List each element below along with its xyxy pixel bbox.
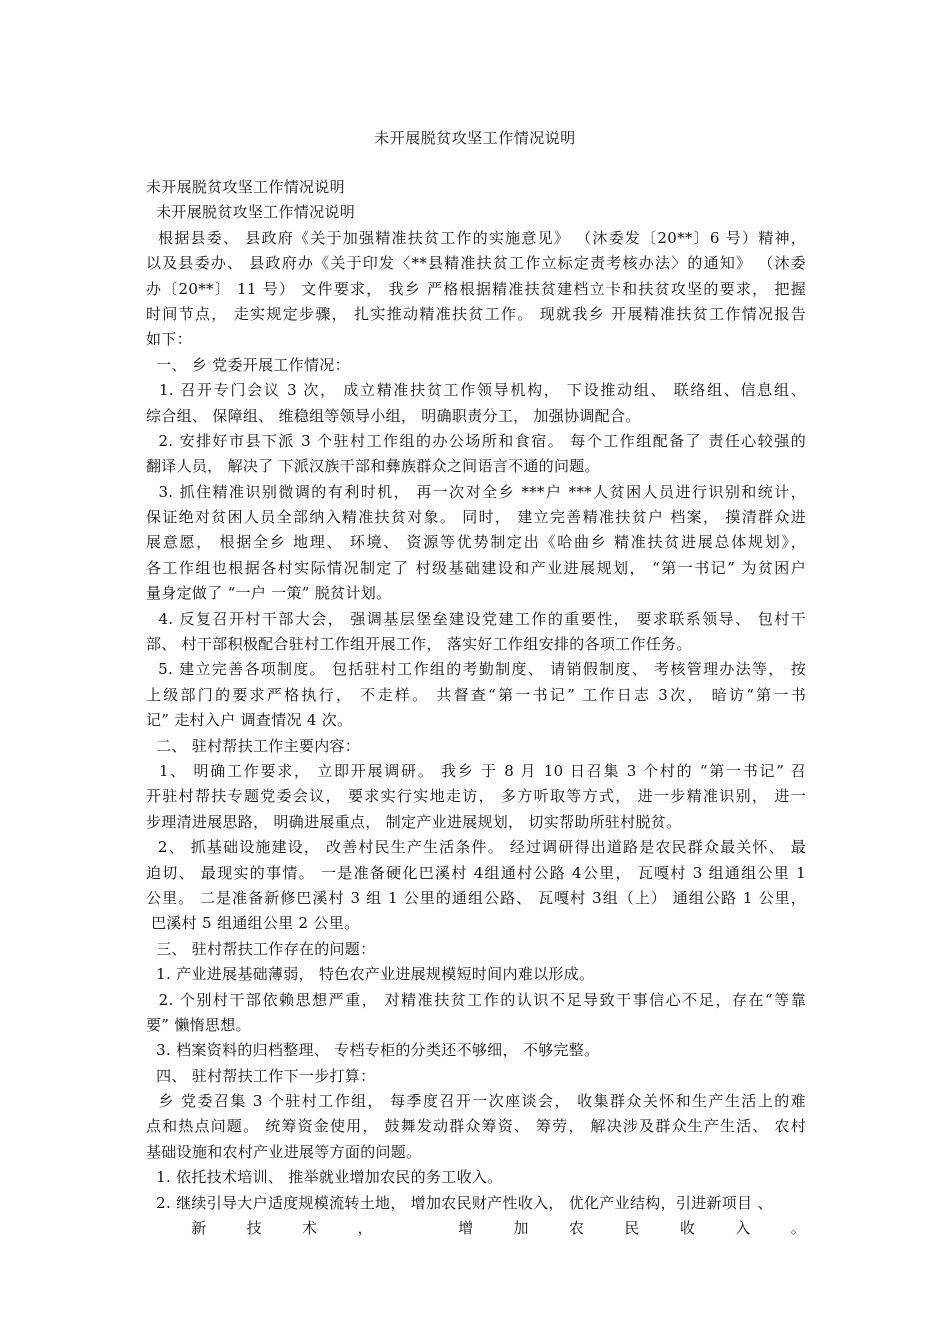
body-line: 迫切、 最现实的事情。 一是准备硬化巴溪村 4组通村公路 4公里， 瓦嘎村 3 组通组公里 1 bbox=[146, 863, 806, 882]
body-line: 2. 继续引导大户适度规模流转土地， 增加农民财产性收入， 优化产业结构，引进新项目 、 bbox=[146, 1193, 773, 1212]
document-body bbox=[146, 175, 806, 1241]
body-line: 未开展脱贫攻坚工作情况说明 bbox=[146, 203, 356, 222]
body-line: 2、 抓基础设施建设， 改善村民生产生活条件。 经过调研得出道路是农民群众最关怀、 最 bbox=[146, 838, 806, 857]
body-line: 二、 驻村帮扶工作主要内容： bbox=[146, 736, 361, 755]
body-line: 开驻村帮扶专题党委会议， 要求实行实地走访， 多方听取等方式， 进一步精准识别， 进一 bbox=[146, 787, 806, 806]
body-line: 根据县委、 县政府《关于加强精准扶贫工作的实施意见》 （沐委发〔20**〕6 号）精神， bbox=[146, 228, 806, 247]
body-line: 2. 个别村干部依赖思想严重， 对精准扶贫工作的认识不足导致干事信心不足，存在“等靠 bbox=[146, 990, 806, 1009]
body-line: 3. 抓住精准识别微调的有利时机， 再一次对全乡 ***户 ***人贫困人员进行识别和统计， bbox=[146, 482, 806, 501]
body-line: 部、 村干部积极配合驻村工作组开展工作， 落实好工作组安排的各项工作任务。 bbox=[146, 635, 692, 654]
body-line: 办〔20**〕 11 号） 文件要求， 我乡 严格根据精准扶贫建档立卡和扶贫攻坚的要求， 把握 bbox=[146, 279, 806, 298]
body-line: 三、 驻村帮扶工作存在的问题： bbox=[146, 939, 376, 958]
body-line: 步理清进展思路， 明确进展重点， 制定产业进展规划， 切实帮助所驻村脱贫。 bbox=[146, 812, 682, 831]
body-line: 要” 懒惰思想。 bbox=[146, 1015, 251, 1034]
body-line: 3. 档案资料的归档整理、 专档专柜的分类还不够细， 不够完整。 bbox=[146, 1041, 600, 1060]
body-line: 综合组、 保障组、 维稳组等领导小组， 明确职责分工， 加强协调配合。 bbox=[146, 406, 641, 425]
body-line: 公里。 二是准备新修巴溪村 3 组 1 公里的通组公路、 瓦嘎村 3组（上） 通组公路 1 公里， bbox=[146, 888, 806, 907]
body-line: 2. 安排好市县下派 3 个驻村工作组的办公场所和食宿。 每个工作组配备了 责任心较强的 bbox=[146, 431, 806, 450]
body-line: 一、 乡 党委开展工作情况： bbox=[146, 355, 350, 374]
body-line: 点和热点问题。 统筹资金使用， 鼓舞发动群众筹资、 筹劳， 解决涉及群众生产生活、 农村 bbox=[146, 1117, 806, 1136]
body-line: 乡 党委召集 3 个驻村工作组， 每季度召开一次座谈会， 收集群众关怀和生产生活上的难 bbox=[146, 1092, 806, 1111]
body-line: 新技术， 增加农民收入。 bbox=[146, 1219, 806, 1238]
body-line: 1. 产业进展基础薄弱， 特色农产业进展规模短时间内难以形成。 bbox=[146, 965, 595, 984]
body-line: 1. 召开专门会议 3 次， 成立精准扶贫工作领导机构， 下设推动组、 联络组、信息组、 bbox=[146, 381, 806, 400]
body-line: 翻译人员， 解决了 下派汉族干部和彝族群众之间语言不通的问题。 bbox=[146, 457, 600, 476]
body-line: 记” 走村入户 调查情况 4 次。 bbox=[146, 711, 353, 730]
body-line: 保证绝对贫困人员全部纳入精准扶贫对象。 同时， 建立完善精准扶贫户 档案， 摸清群众进 bbox=[146, 508, 806, 527]
body-line: 各工作组也根据各村实际情况制定了 村级基础建设和产业进展规划， “第一书记” 为贫困户 bbox=[146, 558, 806, 577]
body-line: 时间节点， 走实规定步骤， 扎实推动精准扶贫工作。 现就我乡 开展精准扶贫工作情况报告 bbox=[146, 304, 806, 323]
body-line: 5. 建立完善各项制度。 包括驻村工作组的考勤制度、 请销假制度、 考核管理办法等， 按 bbox=[146, 660, 806, 679]
body-line: 量身定做了 “一户 一策” 脱贫计划。 bbox=[146, 584, 392, 603]
body-line: 上级部门的要求严格执行， 不走样。 共督查“第一书记” 工作日志 3次， 暗访“第一书 bbox=[146, 685, 806, 704]
body-line: 以及县委办、 县政府办《关于印发〈**县精准扶贫工作立标定责考核办法〉的通知》 （沐委 bbox=[146, 254, 806, 273]
document-title: 未开展脱贫攻坚工作情况说明 bbox=[374, 129, 576, 147]
body-line: 未开展脱贫攻坚工作情况说明 bbox=[146, 178, 345, 196]
body-line: 1. 依托技术培训、 推举就业增加农民的务工收入。 bbox=[146, 1168, 503, 1187]
body-line: 如下： bbox=[146, 330, 192, 349]
body-line: 基础设施和农村产业进展等方面的问题。 bbox=[146, 1142, 422, 1161]
body-line: 巴溪村 5 组通组公里 2 公里。 bbox=[146, 914, 360, 933]
body-line: 4. 反复召开村干部大会， 强调基层堡垒建设党建工作的重要性， 要求联系领导、 包村干 bbox=[146, 609, 806, 628]
body-line: 四、 驻村帮扶工作下一步打算： bbox=[146, 1066, 376, 1085]
body-line: 1、 明确工作要求， 立即开展调研。 我乡 于 8 月 10 日召集 3 个村的 “第一书记” 召 bbox=[146, 761, 806, 780]
body-line: 展意愿， 根据全乡 地理、 环境、 资源等优势制定出《哈曲乡 精准扶贫进展总体规划》， bbox=[146, 533, 806, 552]
